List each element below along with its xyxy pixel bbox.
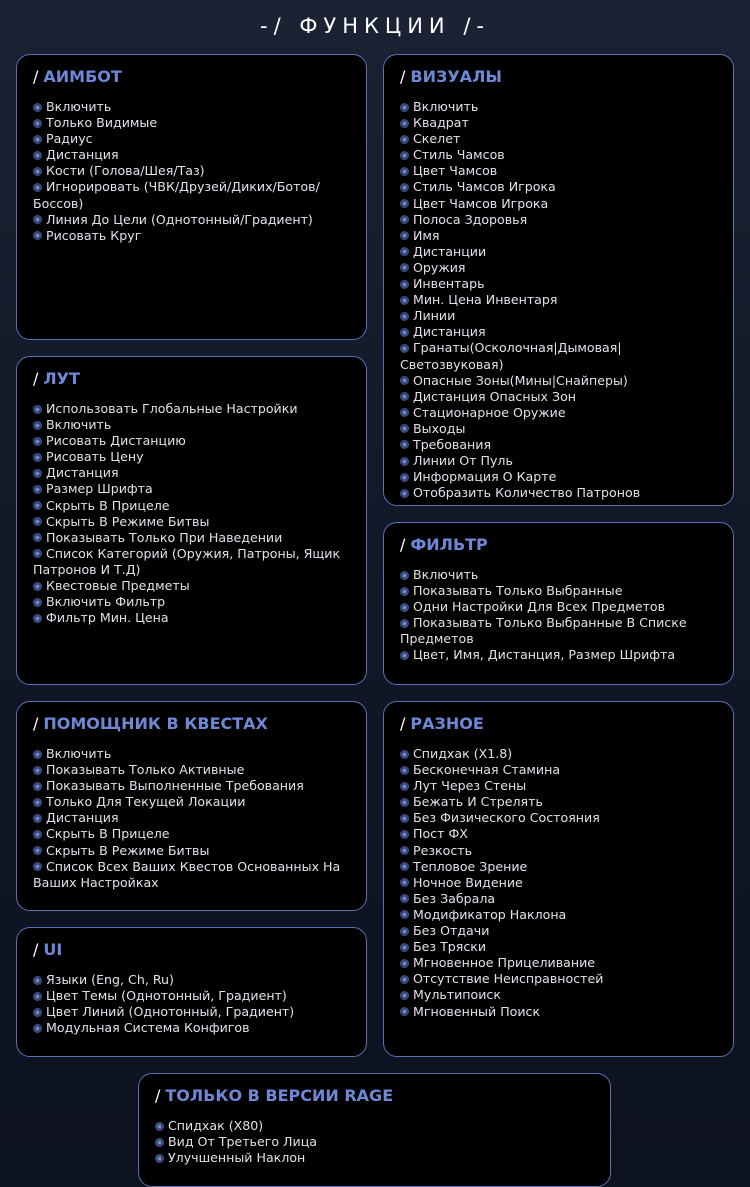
section-title-slash: / bbox=[155, 1086, 161, 1105]
feature-label: Цвет Чамсов bbox=[413, 163, 498, 179]
feature-label: Квестовые Предметы bbox=[46, 578, 190, 594]
feature-label: Только Видимые bbox=[46, 115, 158, 131]
dot-bullet-icon bbox=[400, 651, 409, 660]
section-title-text: ФИЛЬТР bbox=[410, 535, 488, 554]
dot-bullet-icon bbox=[400, 910, 409, 919]
dot-bullet-icon bbox=[400, 862, 409, 871]
feature-list-item bbox=[400, 843, 717, 859]
feature-label: Бесконечная Стамина bbox=[413, 762, 561, 778]
dot-bullet-icon bbox=[400, 231, 409, 240]
feature-list-item bbox=[33, 530, 350, 546]
dot-bullet-icon bbox=[33, 614, 42, 623]
dot-bullet-icon bbox=[155, 1154, 164, 1163]
feature-list-item bbox=[400, 115, 717, 131]
feature-label: Фильтр Мин. Цена bbox=[46, 610, 169, 626]
feature-label: Список Всех Ваших Квестов Основанных На Ваших Настройках bbox=[33, 858, 341, 890]
dot-bullet-icon bbox=[400, 878, 409, 887]
feature-list-item bbox=[33, 578, 350, 594]
feature-label: Рисовать Круг bbox=[46, 227, 142, 243]
section-title-text: ЛУТ bbox=[43, 369, 80, 388]
feature-list-item bbox=[400, 179, 717, 195]
feature-list-item bbox=[155, 1150, 594, 1166]
feature-label: Выходы bbox=[413, 420, 466, 436]
feature-list-item bbox=[400, 437, 717, 453]
dot-bullet-icon bbox=[400, 457, 409, 466]
feature-label: Показывать Выполненные Требования bbox=[46, 778, 304, 794]
feature-label: Модульная Система Конфигов bbox=[46, 1020, 250, 1036]
dot-bullet-icon bbox=[33, 501, 42, 510]
dot-bullet-icon bbox=[33, 846, 42, 855]
feature-list-item bbox=[33, 212, 350, 228]
feature-list-item bbox=[33, 988, 350, 1004]
feature-label: Кости (Голова/Шея/Таз) bbox=[46, 163, 205, 179]
feature-list-item bbox=[33, 778, 350, 794]
feature-list-item bbox=[33, 115, 350, 131]
dot-bullet-icon bbox=[400, 894, 409, 903]
feature-label: Список Категорий (Оружия, Патроны, Ящик Патронов И Т.Д) bbox=[33, 545, 341, 577]
feature-label: Показывать Только Активные bbox=[46, 762, 245, 778]
feature-list-item bbox=[400, 762, 717, 778]
feature-label: Линии От Пуль bbox=[413, 453, 513, 469]
dot-bullet-icon bbox=[400, 328, 409, 337]
feature-label: Скрыть В Режиме Битвы bbox=[46, 842, 210, 858]
feature-list-item bbox=[33, 1020, 350, 1036]
dot-bullet-icon bbox=[400, 959, 409, 968]
feature-label: Стиль Чамсов bbox=[413, 147, 505, 163]
feature-list-item bbox=[400, 891, 717, 907]
dot-bullet-icon bbox=[33, 119, 42, 128]
dot-bullet-icon bbox=[33, 469, 42, 478]
feature-label: Цвет Темы (Однотонный, Градиент) bbox=[46, 988, 287, 1004]
section-title bbox=[155, 1086, 594, 1105]
feature-list-item bbox=[33, 1004, 350, 1020]
feature-list-item bbox=[33, 594, 350, 610]
dot-bullet-icon bbox=[400, 927, 409, 936]
dot-bullet-icon bbox=[33, 992, 42, 1001]
dot-bullet-icon bbox=[33, 750, 42, 759]
feature-list-item bbox=[33, 465, 350, 481]
feature-list-item bbox=[33, 972, 350, 988]
dot-bullet-icon bbox=[33, 976, 42, 985]
feature-label: Требования bbox=[413, 436, 492, 452]
feature-label: Использовать Глобальные Настройки bbox=[46, 401, 298, 416]
dot-bullet-icon bbox=[33, 862, 42, 871]
feature-list-item bbox=[400, 405, 717, 421]
dot-bullet-icon bbox=[400, 167, 409, 176]
feature-label: Гранаты(Осколочная|Дымовая|Светозвуковая) bbox=[400, 340, 622, 372]
ui-card bbox=[16, 927, 367, 1057]
feature-label: Языки (Eng, Ch, Ru) bbox=[46, 972, 174, 987]
feature-list-item bbox=[400, 228, 717, 244]
feature-list-item bbox=[400, 260, 717, 276]
feature-list-item bbox=[33, 859, 350, 891]
section-title-slash: / bbox=[33, 67, 39, 86]
dot-bullet-icon bbox=[400, 408, 409, 417]
dot-bullet-icon bbox=[33, 135, 42, 144]
dot-bullet-icon bbox=[33, 103, 42, 112]
dot-bullet-icon bbox=[400, 766, 409, 775]
feature-list bbox=[33, 746, 350, 891]
misc-card bbox=[383, 701, 734, 1057]
feature-list-item bbox=[400, 810, 717, 826]
dot-bullet-icon bbox=[33, 582, 42, 591]
feature-list-item bbox=[400, 826, 717, 842]
feature-list bbox=[400, 567, 717, 664]
feature-label: Одни Настройки Для Всех Предметов bbox=[413, 599, 666, 615]
filter-card bbox=[383, 522, 734, 685]
feature-list-item bbox=[400, 485, 717, 501]
feature-list-item bbox=[400, 875, 717, 891]
feature-list-item bbox=[33, 514, 350, 530]
feature-list-item bbox=[400, 1004, 717, 1020]
feature-list bbox=[33, 99, 350, 244]
feature-label: Скрыть В Режиме Битвы bbox=[46, 513, 210, 529]
feature-list-item bbox=[33, 810, 350, 826]
dot-bullet-icon bbox=[400, 619, 409, 628]
dot-bullet-icon bbox=[33, 1008, 42, 1017]
dot-bullet-icon bbox=[33, 421, 42, 430]
dot-bullet-icon bbox=[400, 991, 409, 1000]
feature-label: Цвет Чамсов Игрока bbox=[413, 195, 549, 211]
feature-list-item bbox=[400, 99, 717, 115]
feature-label: Показывать Только При Наведении bbox=[46, 529, 283, 545]
visuals-card bbox=[383, 54, 734, 506]
feature-list-item bbox=[400, 324, 717, 340]
feature-list-item bbox=[400, 292, 717, 308]
dot-bullet-icon bbox=[400, 263, 409, 272]
dot-bullet-icon bbox=[33, 437, 42, 446]
feature-label: Опасные Зоны(Мины|Снайперы) bbox=[413, 372, 628, 388]
feature-label: Включить bbox=[46, 746, 112, 761]
dot-bullet-icon bbox=[33, 814, 42, 823]
feature-label: Дистанции bbox=[413, 243, 487, 259]
feature-list-item bbox=[400, 923, 717, 939]
feature-label: Цвет, Имя, Дистанция, Размер Шрифта bbox=[413, 647, 676, 663]
dot-bullet-icon bbox=[33, 215, 42, 224]
feature-label: Тепловое Зрение bbox=[413, 858, 528, 874]
dot-bullet-icon bbox=[400, 247, 409, 256]
feature-label: Вид От Третьего Лица bbox=[168, 1134, 317, 1150]
feature-list-item bbox=[33, 449, 350, 465]
feature-label: Информация О Карте bbox=[413, 469, 557, 485]
feature-label: Мгновенное Прицеливание bbox=[413, 955, 596, 971]
dot-bullet-icon bbox=[400, 943, 409, 952]
section-title-text: ПОМОЩНИК В КВЕСТАХ bbox=[43, 714, 268, 733]
feature-list-item bbox=[400, 244, 717, 260]
dot-bullet-icon bbox=[400, 424, 409, 433]
feature-label: Размер Шрифта bbox=[46, 481, 153, 497]
dot-bullet-icon bbox=[400, 587, 409, 596]
feature-list-item bbox=[400, 276, 717, 292]
feature-list-item bbox=[400, 196, 717, 212]
feature-label: Без Физического Состояния bbox=[413, 810, 600, 826]
section-title-slash: / bbox=[400, 535, 406, 554]
feature-list-item bbox=[33, 228, 350, 244]
feature-label: Дистанция bbox=[46, 810, 119, 826]
feature-list-item bbox=[33, 401, 350, 417]
section-title-slash: / bbox=[33, 714, 39, 733]
feature-label: Дистанция bbox=[46, 465, 119, 481]
feature-label: Скрыть В Прицеле bbox=[46, 497, 170, 513]
dot-bullet-icon bbox=[400, 183, 409, 192]
quest-helper-card bbox=[16, 701, 367, 911]
dot-bullet-icon bbox=[33, 151, 42, 160]
section-title bbox=[33, 369, 350, 388]
dot-bullet-icon bbox=[400, 376, 409, 385]
feature-label: Оружия bbox=[413, 259, 466, 275]
feature-list-item bbox=[400, 469, 717, 485]
feature-list bbox=[400, 746, 717, 1020]
feature-label: Скелет bbox=[413, 131, 461, 147]
dot-bullet-icon bbox=[400, 392, 409, 401]
feature-list-item bbox=[400, 859, 717, 875]
section-title-text: ТОЛЬКО В ВЕРСИИ RAGE bbox=[165, 1086, 394, 1105]
section-title bbox=[33, 714, 350, 733]
dot-bullet-icon bbox=[400, 280, 409, 289]
section-title bbox=[33, 940, 350, 959]
aimbot-card bbox=[16, 54, 367, 340]
feature-label: Инвентарь bbox=[413, 276, 485, 292]
feature-label: Стиль Чамсов Игрока bbox=[413, 179, 556, 195]
dot-bullet-icon bbox=[33, 485, 42, 494]
section-title-slash: / bbox=[400, 67, 406, 86]
dot-bullet-icon bbox=[155, 1122, 164, 1131]
feature-list-item bbox=[155, 1134, 594, 1150]
dot-bullet-icon bbox=[33, 231, 42, 240]
section-title-slash: / bbox=[400, 714, 406, 733]
feature-list-item bbox=[155, 1118, 594, 1134]
dot-bullet-icon bbox=[33, 830, 42, 839]
section-title bbox=[400, 714, 717, 733]
feature-list-item bbox=[400, 746, 717, 762]
feature-label: Показывать Только Выбранные bbox=[413, 583, 623, 599]
feature-list-item bbox=[400, 421, 717, 437]
feature-list-item bbox=[400, 794, 717, 810]
feature-list-item bbox=[400, 340, 717, 372]
feature-list-item bbox=[33, 179, 350, 211]
feature-list-item bbox=[33, 131, 350, 147]
feature-list-item bbox=[33, 826, 350, 842]
feature-list-item bbox=[33, 163, 350, 179]
feature-list-item bbox=[33, 498, 350, 514]
feature-label: Спидхак (X80) bbox=[168, 1118, 264, 1133]
section-title-text: РАЗНОЕ bbox=[410, 714, 484, 733]
feature-label: Дистанция bbox=[413, 324, 486, 340]
feature-label: Ночное Видение bbox=[413, 874, 523, 890]
dot-bullet-icon bbox=[400, 215, 409, 224]
feature-label: Мин. Цена Инвентаря bbox=[413, 292, 558, 308]
feature-list-item bbox=[33, 746, 350, 762]
feature-list bbox=[400, 99, 717, 501]
dot-bullet-icon bbox=[400, 782, 409, 791]
section-title-slash: / bbox=[33, 369, 39, 388]
feature-list-item bbox=[400, 308, 717, 324]
dot-bullet-icon bbox=[400, 489, 409, 498]
dot-bullet-icon bbox=[33, 1024, 42, 1033]
dot-bullet-icon bbox=[33, 782, 42, 791]
dot-bullet-icon bbox=[400, 814, 409, 823]
feature-list-item bbox=[33, 794, 350, 810]
feature-list-item bbox=[33, 147, 350, 163]
feature-label: Улучшенный Наклон bbox=[168, 1150, 306, 1166]
dot-bullet-icon bbox=[400, 846, 409, 855]
feature-list-item bbox=[400, 939, 717, 955]
dot-bullet-icon bbox=[33, 183, 42, 192]
feature-label: Радиус bbox=[46, 131, 93, 147]
dot-bullet-icon bbox=[400, 199, 409, 208]
feature-label: Мультипоиск bbox=[413, 987, 501, 1003]
feature-label: Рисовать Цену bbox=[46, 449, 144, 465]
feature-list-item bbox=[400, 907, 717, 923]
feature-label: Скрыть В Прицеле bbox=[46, 826, 170, 842]
dot-bullet-icon bbox=[33, 766, 42, 775]
dot-bullet-icon bbox=[400, 119, 409, 128]
dot-bullet-icon bbox=[33, 598, 42, 607]
dot-bullet-icon bbox=[400, 312, 409, 321]
feature-label: Цвет Линий (Однотонный, Градиент) bbox=[46, 1004, 295, 1020]
feature-label: Модификатор Наклона bbox=[413, 906, 567, 922]
section-title-text: UI bbox=[43, 940, 63, 959]
feature-list-item bbox=[400, 778, 717, 794]
feature-list-item bbox=[400, 955, 717, 971]
feature-label: Пост ФХ bbox=[413, 826, 468, 842]
dot-bullet-icon bbox=[400, 1007, 409, 1016]
dot-bullet-icon bbox=[400, 440, 409, 449]
dot-bullet-icon bbox=[400, 750, 409, 759]
feature-label: Бежать И Стрелять bbox=[413, 794, 543, 810]
section-title-text: ВИЗУАЛЫ bbox=[410, 67, 502, 86]
dot-bullet-icon bbox=[400, 830, 409, 839]
feature-label: Спидхак (X1.8) bbox=[413, 746, 513, 761]
feature-list-item bbox=[400, 971, 717, 987]
feature-label: Игнорировать (ЧВК/Друзей/Диких/Ботов/Боссов) bbox=[33, 179, 320, 211]
feature-list-item bbox=[33, 481, 350, 497]
feature-list-item bbox=[400, 453, 717, 469]
dot-bullet-icon bbox=[400, 571, 409, 580]
feature-label: Дистанция bbox=[46, 147, 119, 163]
feature-list-item bbox=[33, 99, 350, 115]
feature-label: Без Забрала bbox=[413, 890, 496, 906]
feature-label: Отсутствие Неисправностей bbox=[413, 971, 604, 987]
feature-list-item bbox=[400, 567, 717, 583]
feature-list-item bbox=[400, 615, 717, 647]
dot-bullet-icon bbox=[400, 473, 409, 482]
feature-label: Включить bbox=[413, 567, 479, 582]
section-title bbox=[33, 67, 350, 86]
dot-bullet-icon bbox=[33, 517, 42, 526]
feature-list-item bbox=[400, 147, 717, 163]
feature-label: Мгновенный Поиск bbox=[413, 1003, 541, 1019]
dot-bullet-icon bbox=[33, 453, 42, 462]
section-title bbox=[400, 535, 717, 554]
feature-label: Включить bbox=[46, 99, 112, 114]
feature-label: Имя bbox=[413, 227, 440, 243]
feature-label: Стационарное Оружие bbox=[413, 404, 566, 420]
dot-bullet-icon bbox=[33, 405, 42, 414]
feature-label: Включить bbox=[46, 417, 112, 433]
feature-label: Отобразить Количество Патронов bbox=[413, 485, 641, 501]
feature-label: Дистанция Опасных Зон bbox=[413, 388, 577, 404]
feature-label: Линии bbox=[413, 308, 456, 324]
dot-bullet-icon bbox=[400, 135, 409, 144]
feature-list-item bbox=[400, 373, 717, 389]
section-title-text: АИМБОТ bbox=[43, 67, 122, 86]
feature-list-item bbox=[400, 647, 717, 663]
feature-label: Включить Фильтр bbox=[46, 594, 166, 610]
section-title bbox=[400, 67, 717, 86]
dot-bullet-icon bbox=[400, 603, 409, 612]
feature-list bbox=[155, 1118, 594, 1166]
dot-bullet-icon bbox=[400, 975, 409, 984]
dot-bullet-icon bbox=[33, 798, 42, 807]
dot-bullet-icon bbox=[400, 296, 409, 305]
feature-list-item bbox=[33, 417, 350, 433]
dot-bullet-icon bbox=[400, 151, 409, 160]
feature-label: Квадрат bbox=[413, 115, 469, 131]
dot-bullet-icon bbox=[400, 103, 409, 112]
feature-label: Линия До Цели (Однотонный/Градиент) bbox=[46, 211, 313, 227]
dot-bullet-icon bbox=[155, 1138, 164, 1147]
feature-list-item bbox=[33, 546, 350, 578]
feature-label: Только Для Текущей Локации bbox=[46, 794, 246, 810]
feature-label: Лут Через Стены bbox=[413, 778, 527, 794]
feature-list-item bbox=[400, 599, 717, 615]
feature-label: Резкость bbox=[413, 842, 473, 858]
dot-bullet-icon bbox=[33, 549, 42, 558]
dot-bullet-icon bbox=[33, 167, 42, 176]
feature-label: Без Отдачи bbox=[413, 923, 490, 939]
feature-list-item bbox=[400, 389, 717, 405]
dot-bullet-icon bbox=[33, 533, 42, 542]
loot-card bbox=[16, 356, 367, 685]
feature-label: Полоса Здоровья bbox=[413, 211, 528, 227]
feature-list-item bbox=[33, 433, 350, 449]
rage-only-card bbox=[138, 1073, 611, 1187]
feature-list-item bbox=[33, 610, 350, 626]
feature-label: Показывать Только Выбранные В Списке Предметов bbox=[400, 615, 687, 647]
feature-list-item bbox=[400, 987, 717, 1003]
dot-bullet-icon bbox=[400, 798, 409, 807]
feature-label: Рисовать Дистанцию bbox=[46, 433, 186, 449]
section-title-slash: / bbox=[33, 940, 39, 959]
feature-label: Включить bbox=[413, 99, 479, 114]
feature-list-item bbox=[400, 212, 717, 228]
feature-list-item bbox=[400, 131, 717, 147]
dot-bullet-icon bbox=[400, 344, 409, 353]
feature-list-item bbox=[400, 583, 717, 599]
feature-label: Без Тряски bbox=[413, 939, 487, 955]
page-title: -/ ФУНКЦИИ /- bbox=[260, 14, 490, 38]
feature-list bbox=[33, 401, 350, 626]
feature-list bbox=[33, 972, 350, 1036]
feature-list-item bbox=[400, 163, 717, 179]
feature-list-item bbox=[33, 843, 350, 859]
feature-list-item bbox=[33, 762, 350, 778]
